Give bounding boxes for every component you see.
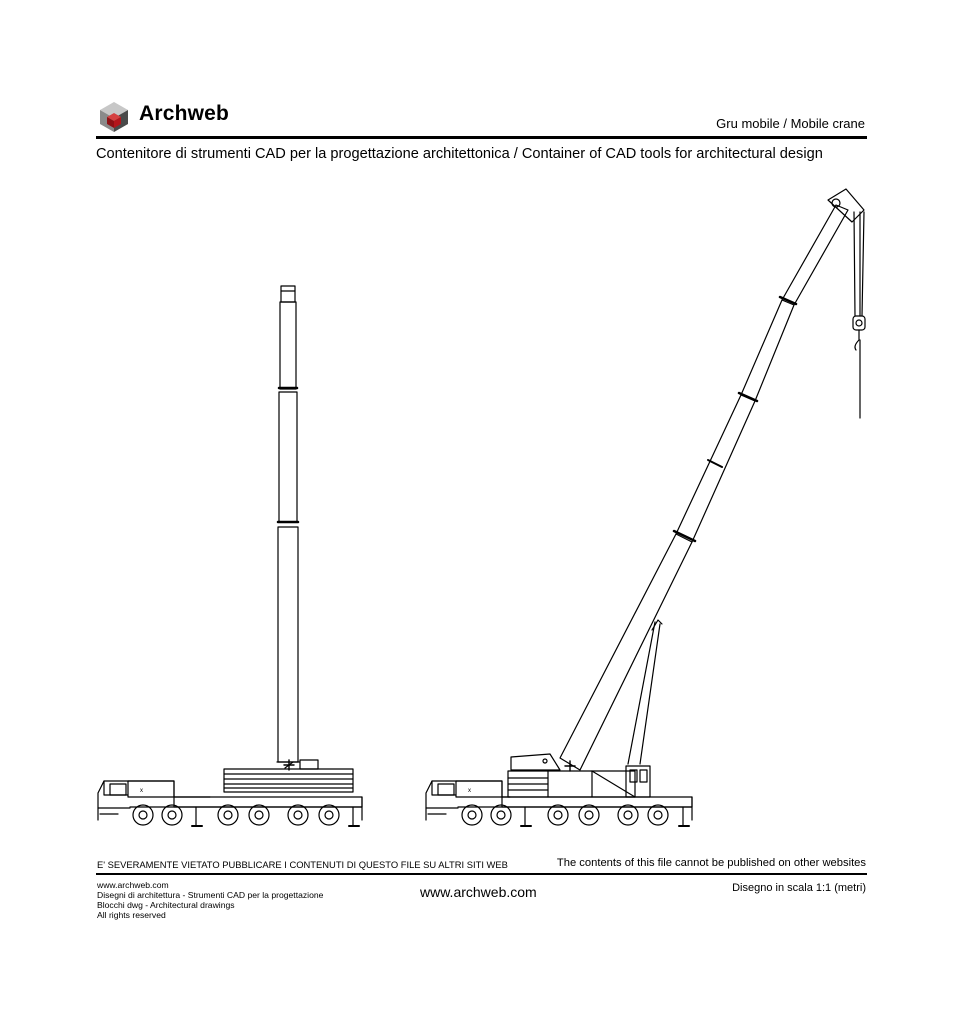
copyright-notice-english: The contents of this file cannot be published on other websites [556,857,866,869]
svg-text:x: x [140,788,143,794]
tagline: Contenitore di strumenti CAD per la progettazione architettonica / Container of CAD tools for architectural design [96,146,823,162]
footer-divider [96,873,867,875]
copyright-notice-italian: E' SEVERAMENTE VIETATO PUBBLICARE I CONTENUTI DI QUESTO FILE SU ALTRI SITI WEB [97,859,508,870]
svg-text:x: x [468,788,471,794]
brand-name: Archweb [139,102,230,125]
left-crane-wheels [133,805,339,825]
crane-vertical-boom [98,286,362,826]
crane-angled-boom [426,189,865,826]
right-crane-wheels [462,805,668,825]
drawing-title: Gru mobile / Mobile crane [716,116,865,131]
scale-note: Disegno in scala 1:1 (metri) [732,882,866,894]
footer-line: All rights reserved [97,910,166,920]
footer-website-link[interactable]: www.archweb.com [420,884,537,900]
footer-line: Blocchi dwg - Architectural drawings [97,900,235,910]
footer-line: Disegni di architettura - Strumenti CAD per la progettazione [97,890,324,900]
footer-line: www.archweb.com [97,880,169,890]
